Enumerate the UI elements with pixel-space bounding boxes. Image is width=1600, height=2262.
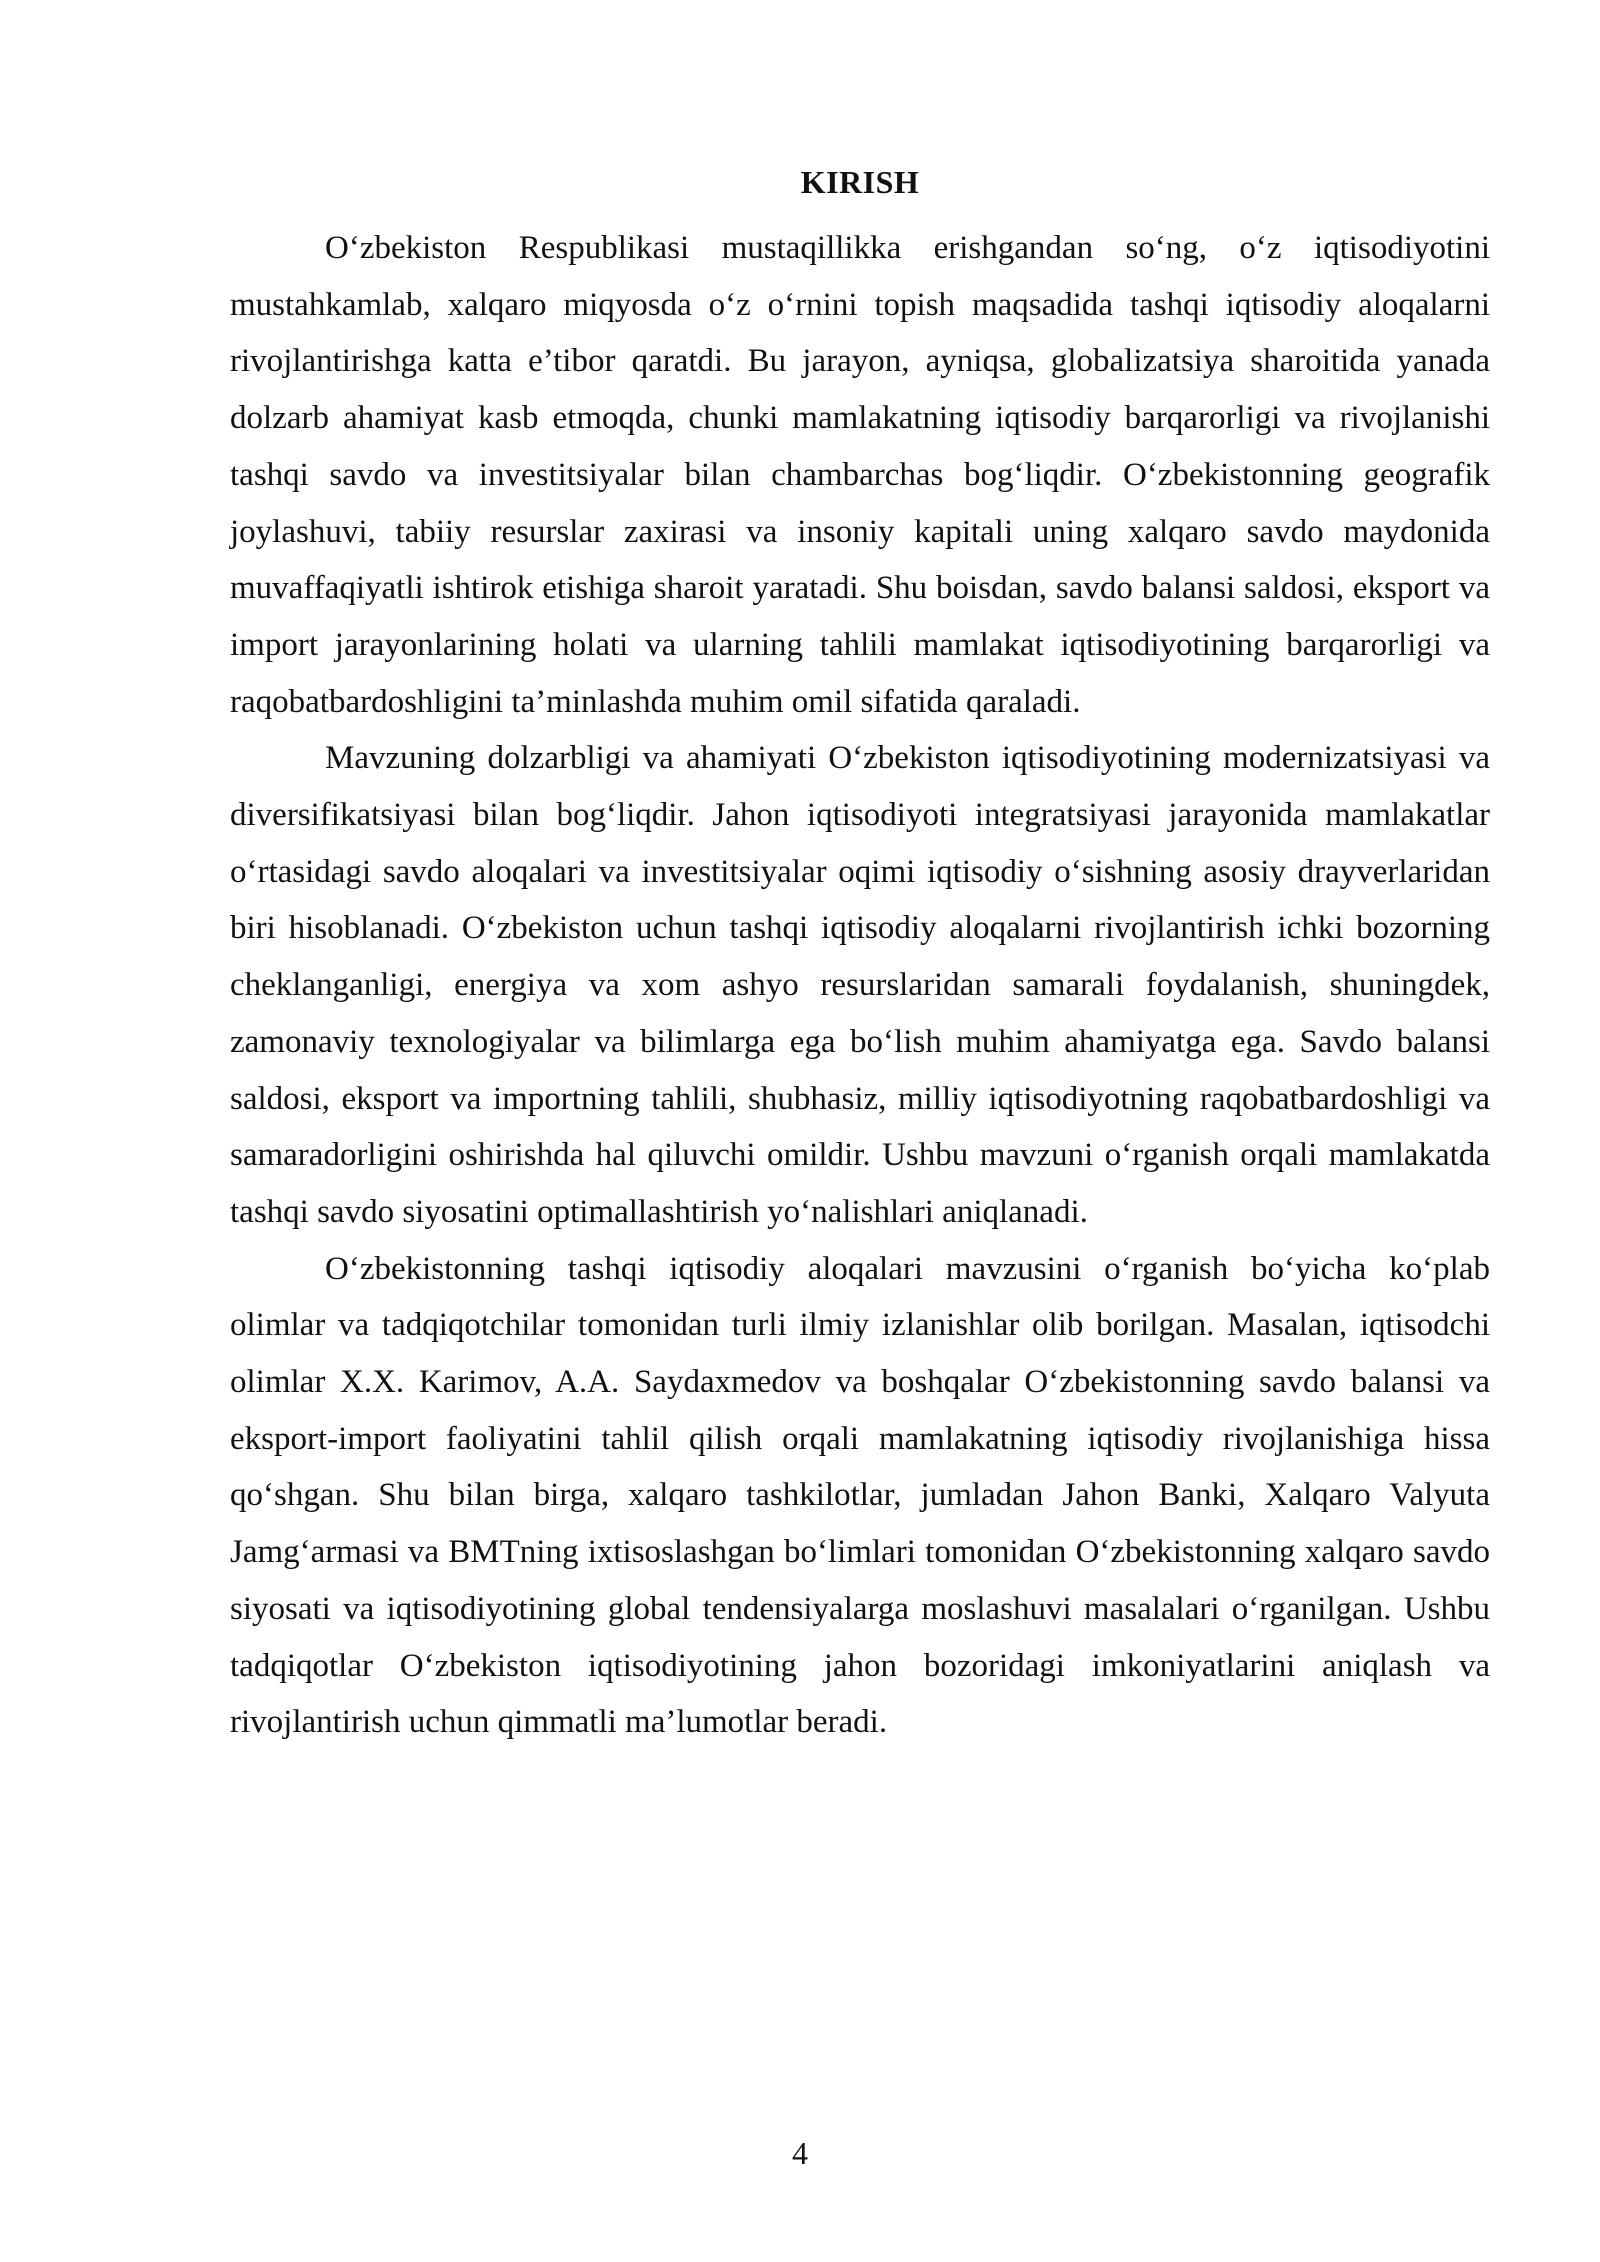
- section-title: KIRISH: [800, 164, 920, 200]
- paragraph-literature-review: O‘zbekistonning tashqi iqtisodiy aloqalari mavzusini o‘rganish bo‘yicha ko‘plab olimlar va tadqiqotchilar tomonidan turli ilmiy izlanishlar olib borilgan. Masalan, iqtisodchi olimlar X.X. Karimov, A.A. Saydaxmedov va boshqalar O‘zbekistonning savdo balansi va eksport-import faoliyatini tahlil qilish orqali mamlakatning iqtisodiy rivojlanishiga hissa qo‘shgan. Shu bilan birga, xalqaro tashkilotlar, jumladan Jahon Banki, Xalqaro Valyuta Jamg‘armasi va BMTning ixtisoslashgan bo‘limlari tomonidan O‘zbekistonning xalqaro savdo siyosati va iqtisodiyotining global tendensiyalarga moslashuvi masalalari o‘rganilgan. Ushbu tadqiqotlar O‘zbekiston iqtisodiyotining jahon bozoridagi imkoniyatlarini aniqlash va rivojlantirish uchun qimmatli ma’lumotlar beradi.: [230, 1250, 1490, 1741]
- paragraph-relevance: Mavzuning dolzarbligi va ahamiyati O‘zbekiston iqtisodiyotining modernizatsiyasi va diversifikatsiyasi bilan bog‘liqdir. Jahon iqtisodiyoti integratsiyasi jarayonida mamlakatlar o‘rtasidagi savdo aloqalari va investitsiyalar oqimi iqtisodiy o‘sishning asosiy drayverlaridan biri hisoblanadi. O‘zbekiston uchun tashqi iqtisodiy aloqalarni rivojlantirish ichki bozorning cheklanganligi, energiya va xom ashyo resurslaridan samarali foydalanish, shuningdek, zamonaviy texnologiyalar va bilimlarga ega bo‘lish muhim ahamiyatga ega. Savdo balansi saldosi, eksport va importning tahlili, shubhasiz, milliy iqtisodiyotning raqobatbardoshligi va samaradorligini oshirishda hal qiluvchi omildir. Ushbu mavzuni o‘rganish orqali mamlakatda tashqi savdo siyosatini optimallashtirish yo‘nalishlari aniqlanadi.: [230, 740, 1490, 1230]
- page-content: [230, 162, 1490, 1751]
- paragraph-introduction: O‘zbekiston Respublikasi mustaqillikka erishgandan so‘ng, o‘z iqtisodiyotini mustahkamlab, xalqaro miqyosda o‘z o‘rnini topish maqsadida tashqi iqtisodiy aloqalarni rivojlantirishga katta e’tibor qaratdi. Bu jarayon, ayniqsa, globalizatsiya sharoitida yanada dolzarb ahamiyat kasb etmoqda, chunki mamlakatning iqtisodiy barqarorligi va rivojlanishi tashqi savdo va investitsiyalar bilan chambarchas bog‘liqdir. O‘zbekistonning geografik joylashuvi, tabiiy resurslar zaxirasi va insoniy kapitali uning xalqaro savdo maydonida muvaffaqiyatli ishtirok etishiga sharoit yaratadi. Shu boisdan, savdo balansi saldosi, eksport va import jarayonlarining holati va ularning tahlili mamlakat iqtisodiyotining barqarorligi va raqobatbardoshligini ta’minlashda muhim omil sifatida qaraladi.: [230, 230, 1490, 720]
- page-number: 4: [792, 2135, 808, 2171]
